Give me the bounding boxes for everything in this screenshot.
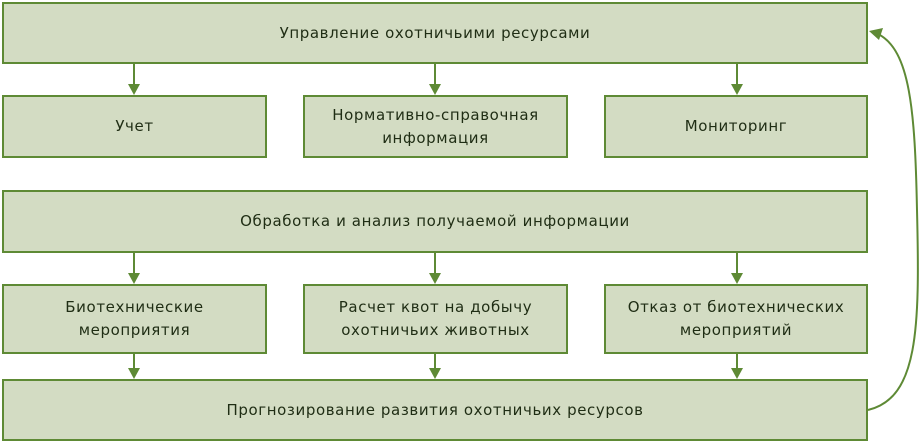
- arrowhead-icon: [731, 368, 743, 379]
- monitoring-box: [604, 95, 868, 158]
- accounting-label: Учет: [115, 117, 154, 135]
- reference-info-box: [303, 95, 568, 158]
- arrowhead-icon: [731, 273, 743, 284]
- accounting-box: [2, 95, 267, 158]
- arrowhead-icon: [128, 84, 140, 95]
- management-box: [2, 2, 868, 64]
- feedback-loop-arrow: [868, 34, 918, 410]
- management-label: Управление охотничьими ресурсами: [279, 23, 591, 42]
- biotech-measures-label: Биотехнические мероприятия: [65, 298, 204, 339]
- monitoring-label: Мониторинг: [684, 117, 788, 135]
- arrowhead-icon: [731, 84, 743, 95]
- biotech-refusal-box: [604, 284, 868, 354]
- arrowhead-icon: [429, 84, 441, 95]
- feedback-arrowhead-icon: [869, 28, 883, 40]
- processing-box: [2, 190, 868, 253]
- forecast-box: [2, 379, 868, 441]
- biotech-refusal-label: Отказ от биотехнических мероприятий: [627, 298, 845, 339]
- arrowhead-icon: [128, 273, 140, 284]
- arrowhead-icon: [429, 368, 441, 379]
- processing-label: Обработка и анализ получаемой информации: [240, 212, 630, 230]
- forecast-label: Прогнозирование развития охотничьих ресурсов: [226, 400, 644, 419]
- reference-info-label: Нормативно-справочная информация: [332, 105, 539, 147]
- arrowhead-icon: [429, 273, 441, 284]
- arrowhead-icon: [128, 368, 140, 379]
- quota-calculation-label: Расчет квот на добычу охотничьих животных: [338, 298, 533, 339]
- biotech-measures-box: [2, 284, 267, 354]
- quota-calculation-box: [303, 284, 568, 354]
